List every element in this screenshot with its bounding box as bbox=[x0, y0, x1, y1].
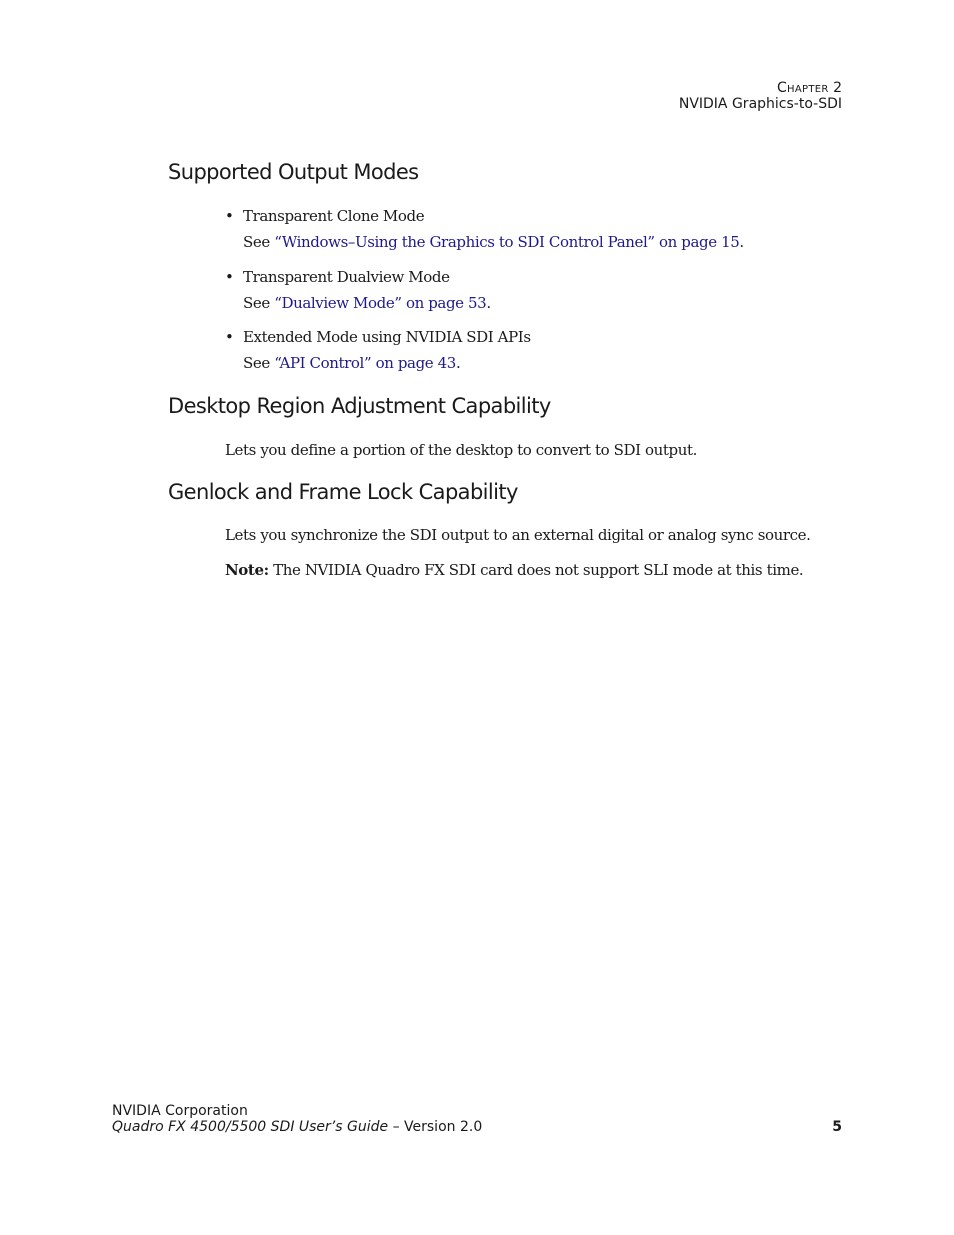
heading-supported-output-modes: Supported Output Modes bbox=[168, 160, 419, 184]
heading-desktop-region: Desktop Region Adjustment Capability bbox=[168, 394, 551, 418]
note-paragraph bbox=[225, 560, 803, 580]
bullet-item bbox=[225, 206, 744, 252]
bullet-dot: • bbox=[225, 268, 234, 286]
bullet-label: Extended Mode using NVIDIA SDI APIs bbox=[243, 328, 531, 346]
see-reference bbox=[225, 293, 491, 313]
bullet-item bbox=[225, 327, 531, 373]
see-suffix: . bbox=[739, 233, 744, 251]
chapter-title: NVIDIA Graphics-to-SDI bbox=[678, 96, 842, 112]
see-prefix: See bbox=[243, 233, 275, 251]
bullet-dot: • bbox=[225, 207, 234, 225]
see-prefix: See bbox=[243, 354, 275, 372]
bullet-dot: • bbox=[225, 328, 234, 346]
heading-genlock: Genlock and Frame Lock Capability bbox=[168, 480, 518, 504]
desktop-region-paragraph: Lets you define a portion of the desktop to convert to SDI output. bbox=[225, 441, 698, 459]
genlock-paragraph: Lets you synchronize the SDI output to an external digital or analog sync source. bbox=[225, 526, 811, 544]
chapter-number: 2 bbox=[833, 80, 842, 96]
bullet-line bbox=[225, 267, 491, 287]
page-number: 5 bbox=[832, 1119, 842, 1135]
see-reference bbox=[225, 353, 531, 373]
bullet-line bbox=[225, 206, 744, 226]
chapter-line bbox=[679, 80, 842, 96]
footer-company: NVIDIA Corporation bbox=[112, 1103, 248, 1119]
page-header bbox=[679, 80, 842, 112]
see-reference bbox=[225, 232, 744, 252]
page-footer bbox=[112, 1103, 842, 1135]
xref-link-api-control[interactable]: “API Control” on page 43 bbox=[274, 354, 456, 372]
bullet-line bbox=[225, 327, 531, 347]
footer-doc-line bbox=[112, 1119, 842, 1135]
footer-version: – Version 2.0 bbox=[388, 1119, 483, 1135]
see-prefix: See bbox=[243, 294, 275, 312]
xref-link-windows-control-panel[interactable]: “Windows–Using the Graphics to SDI Control Panel” on page 15 bbox=[274, 233, 740, 251]
see-suffix: . bbox=[486, 294, 491, 312]
footer-doc-title: Quadro FX 4500/5500 SDI User’s Guide bbox=[112, 1119, 389, 1135]
chapter-label: Chapter bbox=[776, 80, 829, 96]
bullet-label: Transparent Clone Mode bbox=[243, 207, 425, 225]
see-suffix: . bbox=[455, 354, 461, 372]
bullet-item bbox=[225, 267, 491, 313]
note-text: The NVIDIA Quadro FX SDI card does not support SLI mode at this time. bbox=[268, 561, 804, 579]
bullet-label: Transparent Dualview Mode bbox=[243, 268, 450, 286]
note-label: Note: bbox=[225, 561, 269, 579]
xref-link-dualview-mode[interactable]: “Dualview Mode” on page 53 bbox=[274, 294, 487, 312]
